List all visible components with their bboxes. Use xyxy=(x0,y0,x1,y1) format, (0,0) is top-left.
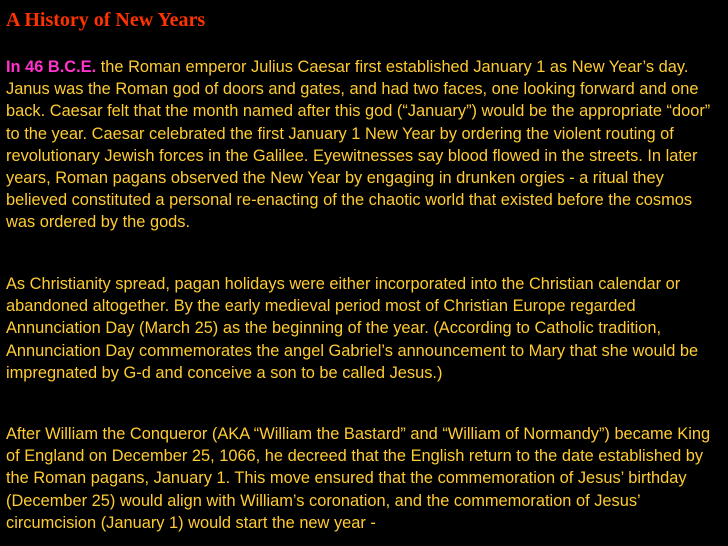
paragraph-caesar xyxy=(6,56,722,234)
paragraph-lead-date: In 46 B.C.E. xyxy=(6,58,97,76)
paragraph-william: After William the Conqueror (AKA “William the Bastard” and “William of Normandy”) became King of England on December 25, 1066, he decreed that the English return to the date established by the Roman pagans, January 1. This move ensured that the commemoration of Jesus’ birthday (December 25) would align with William’s coronation, and the commemoration of Jesus’ circumcision (January 1) would start the new year - xyxy=(6,425,711,532)
paragraph-caesar-text: the Roman emperor Julius Caesar first established January 1 as New Year’s day. Janus was the Roman god of doors and gates, and had two faces, one looking forward and one back. Caesar felt that the month named after this god (“January”) would be the appropriate “door” to the year. Caesar celebrated the first January 1 New Year by ordering the violent routing of revolutionary Jewish forces in the Galilee. Eyewitnesses say blood flowed in the streets. In later years, Roman pagans observed the New Year by engaging in drunken orgies - a ritual they believed constituted a personal re-enacting of the chaotic world that existed before the cosmos was ordered by the gods. xyxy=(6,58,711,232)
slide-title: A History of New Years xyxy=(6,9,206,31)
paragraph-christianity: As Christianity spread, pagan holidays were either incorporated into the Christian calendar or abandoned altogether. By the early medieval period most of Christian Europe regarded Annunciation Day (March 25) as the beginning of the year. (According to Catholic tradition, Annunciation Day commemorates the angel Gabriel’s announcement to Mary that she would be impregnated by G-d and conceive a son to be called Jesus.) xyxy=(6,275,699,382)
